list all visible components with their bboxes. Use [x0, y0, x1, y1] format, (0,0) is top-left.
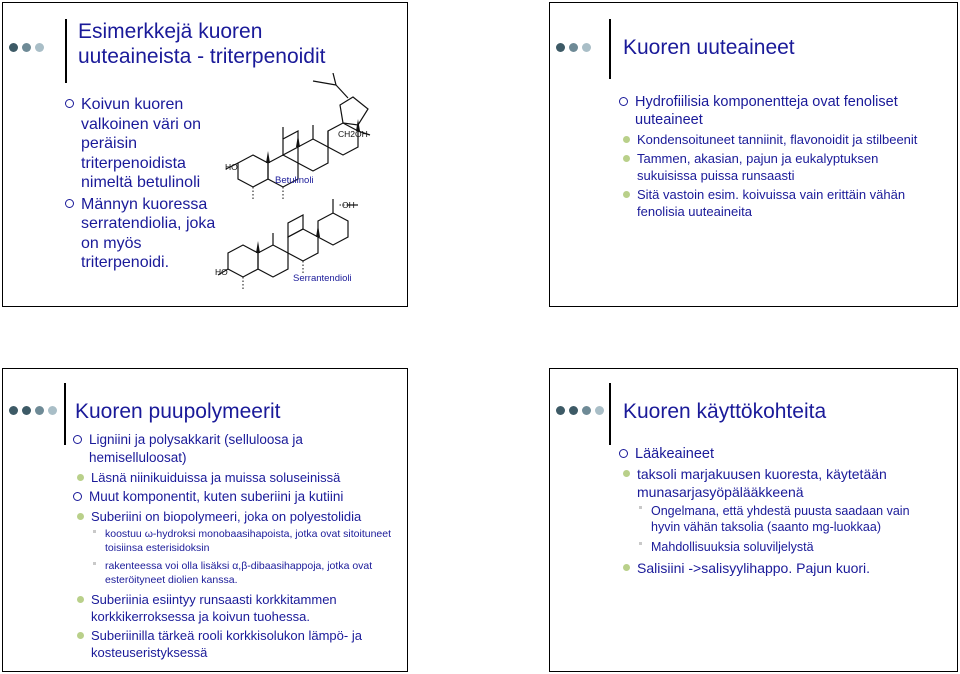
square-bullet-icon — [93, 530, 96, 533]
dot-icon — [569, 43, 578, 52]
slide-4 — [549, 368, 958, 672]
ring-shape — [340, 97, 368, 125]
ring-bullet-icon — [65, 99, 74, 108]
bullet-item: Ligniini ja polysakkarit (selluloosa ja hemiselluloosat) — [73, 431, 393, 467]
sub-bullet-item: taksoli marjakuusen kuoresta, käytetään munasarjasyöpälääkkeenä — [619, 465, 939, 501]
betulinoli-label: Betulinoli — [275, 175, 314, 186]
ring-shape — [288, 215, 303, 237]
square-bullet-icon — [639, 542, 642, 545]
slide-title: Kuoren uuteaineet — [623, 36, 795, 59]
title-rule — [64, 383, 66, 445]
title-line-1: Esimerkkejä kuoren — [78, 20, 263, 43]
sub-bullet-item: Läsnä niinikuiduissa ja muissa soluseinissä — [73, 469, 393, 486]
dot-icon — [556, 406, 565, 415]
slide-title: Kuoren käyttökohteita — [623, 400, 827, 423]
dot-icon — [9, 43, 18, 52]
ring-bullet-icon — [73, 492, 82, 501]
ho-label-betulinol: HO — [225, 162, 238, 172]
bullet-item: Männyn kuoressa serratendiolia, joka on myös triterpenoidi. — [65, 195, 233, 273]
dot-icon — [556, 43, 565, 52]
ring-shape — [283, 131, 298, 155]
dot-icon — [22, 406, 31, 415]
ho-label-serratendiol: HO — [215, 267, 228, 277]
green-bullet-icon — [623, 136, 630, 143]
ring-bullet-icon — [619, 97, 628, 106]
sub-bullet-item: Suberiinia esiintyy runsaasti korkkitammen korkkikerroksessa ja koivun tuohessa. — [73, 591, 393, 625]
ring-shape — [228, 245, 258, 277]
green-bullet-icon — [77, 632, 84, 639]
wedge-bond-icon — [256, 241, 260, 253]
green-bullet-icon — [77, 596, 84, 603]
slide-title — [78, 19, 325, 69]
dot-icon — [48, 406, 57, 415]
sub-bullet-item: Salisiini ->salisyylihappo. Pajun kuori. — [619, 559, 939, 577]
sub-sub-bullet-item: rakenteessa voi olla lisäksi α,β-dibaasihappoja, jotka ovat esteröityneet diolien kanssa. — [91, 559, 393, 587]
dot-icon — [35, 406, 44, 415]
square-bullet-icon — [93, 562, 96, 565]
bullet-item: Muut komponentit, kuten suberiini ja kutiini — [73, 488, 393, 506]
decorative-dots — [556, 43, 606, 53]
dot-icon — [569, 406, 578, 415]
dot-icon — [9, 406, 18, 415]
wedge-bond-icon — [266, 151, 270, 163]
ring-shape — [318, 213, 348, 245]
ring-shape — [328, 123, 358, 155]
dot-icon — [22, 43, 31, 52]
ch2oh-label: CH2OH — [338, 129, 368, 139]
sub-bullet-item: Suberiinilla tärkeä rooli korkkisolukon lämpö- ja kosteuseristyksessä — [73, 627, 393, 661]
title-line-2: uuteaineista - triterpenoidit — [78, 45, 326, 68]
slide-1 — [2, 2, 408, 307]
dot-icon — [595, 406, 604, 415]
ring-shape — [288, 229, 318, 261]
ring-shape — [238, 155, 268, 187]
dot-icon — [35, 43, 44, 52]
bullet-item: Lääkeaineet — [619, 445, 939, 463]
title-rule — [65, 19, 67, 83]
sub-bullet-item: Sitä vastoin esim. koivuissa vain erittäin vähän fenolisia uuteaineita — [619, 186, 919, 220]
dot-icon — [582, 406, 591, 415]
wedge-bond-icon — [296, 135, 300, 147]
green-bullet-icon — [77, 513, 84, 520]
ring-shape — [298, 139, 328, 171]
green-bullet-icon — [77, 474, 84, 481]
decorative-dots — [9, 43, 59, 53]
title-rule — [609, 383, 611, 445]
sub-sub-bullet-item: koostuu ω-hydroksi monobaasihapoista, jotka ovat sitoituneet toisiinsa esterisidoksin — [91, 527, 393, 555]
sub-sub-bullet-item: Mahdollisuuksia soluviljelystä — [637, 539, 939, 555]
title-rule — [609, 19, 611, 79]
sub-bullet-item: Suberiini on biopolymeeri, joka on polyestolidia — [73, 508, 393, 525]
ring-bullet-icon — [65, 199, 74, 208]
slide-body — [619, 93, 919, 222]
sub-sub-bullet-item: Ongelmana, että yhdestä puusta saadaan vain hyvin vähän taksolia (saanto mg-luokkaa) — [637, 503, 939, 535]
ring-bullet-icon — [73, 435, 82, 444]
sub-bullet-item: Tammen, akasian, pajun ja eukalyptuksen sukuisissa puissa runsaasti — [619, 150, 919, 184]
slide-2 — [549, 2, 958, 307]
slide-body — [73, 431, 393, 663]
slide-title: Kuoren puupolymeerit — [75, 400, 281, 423]
ring-shape — [258, 245, 288, 277]
sub-bullet-item: Kondensoituneet tanniinit, flavonoidit ja stilbeenit — [619, 131, 919, 148]
slide-3 — [2, 368, 408, 672]
green-bullet-icon — [623, 564, 630, 571]
wedge-bond-icon — [316, 225, 320, 237]
green-bullet-icon — [623, 470, 630, 477]
square-bullet-icon — [639, 506, 642, 509]
serrantendioli-label: Serrantendioli — [293, 273, 352, 284]
slide-body — [619, 445, 939, 579]
ring-bullet-icon — [619, 449, 628, 458]
bullet-item: Koivun kuoren valkoinen väri on peräisin triterpenoidista nimeltä betulinoli — [65, 95, 233, 193]
green-bullet-icon — [623, 155, 630, 162]
green-bullet-icon — [623, 191, 630, 198]
oh-label: OH — [342, 200, 355, 210]
bullet-item: Hydrofiilisia komponentteja ovat fenoliset uuteaineet — [619, 93, 919, 129]
dot-icon — [582, 43, 591, 52]
